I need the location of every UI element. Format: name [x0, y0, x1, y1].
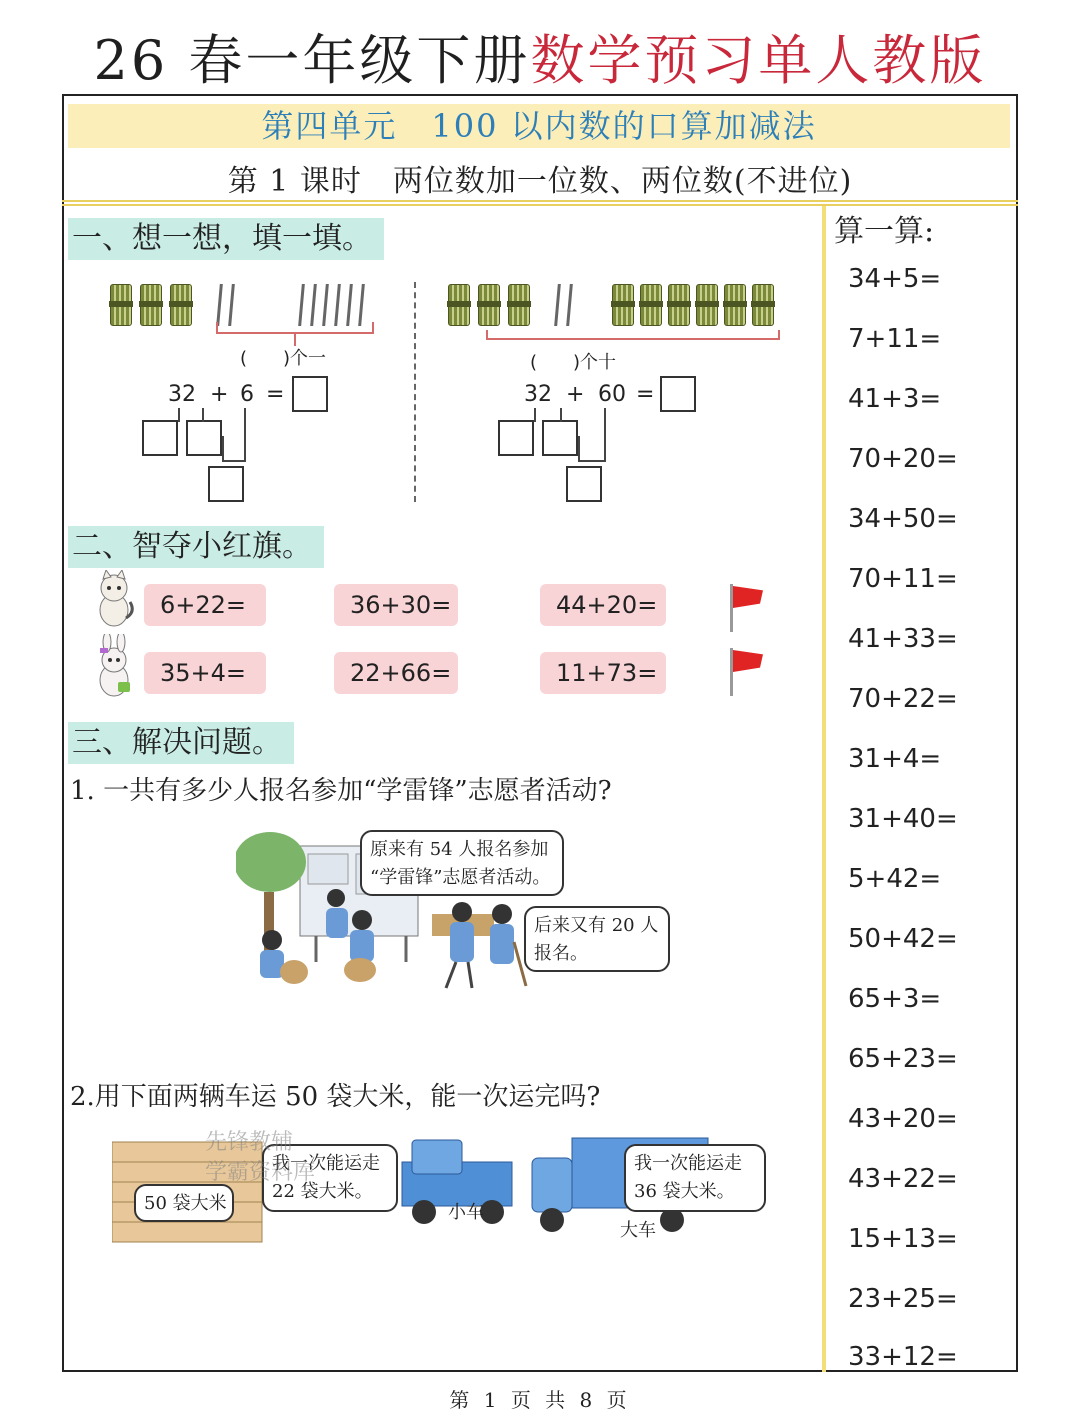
small-truck-label: 小车: [448, 1202, 484, 1223]
column-divider: [822, 206, 826, 1372]
title-part-2: 数学预习单人教版: [530, 29, 987, 92]
expr-a: 32: [524, 382, 552, 407]
cat-icon: [92, 570, 136, 630]
calc-item: 43+20=: [848, 1104, 958, 1134]
calc-item: 41+33=: [848, 624, 958, 654]
unit-label-tens: ( )个十: [530, 352, 617, 373]
expr-op: +: [566, 382, 585, 407]
speech-bubble-2: 后来又有 20 人 报名。: [524, 906, 670, 972]
sum-box[interactable]: [208, 466, 244, 502]
split-box-ones[interactable]: [186, 420, 222, 456]
page-title: [0, 18, 1080, 95]
calc-item: 31+40=: [848, 804, 958, 834]
divider: [62, 200, 1018, 202]
title-part-1: 26 春一年级下册: [93, 29, 531, 92]
calc-heading: 算一算:: [834, 214, 935, 249]
rice-label: 50 袋大米: [134, 1184, 234, 1222]
calc-item: 50+42=: [848, 924, 958, 954]
answer-box[interactable]: [660, 376, 696, 412]
calc-item: 70+22=: [848, 684, 958, 714]
split-box-tens[interactable]: [142, 420, 178, 456]
expr-b: 6: [240, 382, 254, 407]
split-box-tens[interactable]: [498, 420, 534, 456]
section-1-label: 一、想一想，填一填。: [68, 218, 384, 260]
quiz-item: 35+4=: [144, 652, 266, 694]
big-truck-bubble: 我一次能运走 36 袋大米。: [624, 1144, 766, 1212]
calc-item: 34+5=: [848, 264, 942, 294]
lesson-title: 第 1 课时 两位数加一位数、两位数(不进位): [227, 164, 853, 199]
quiz-item: 44+20=: [540, 584, 666, 626]
unit-label-ones: ( )个一: [240, 348, 327, 369]
small-truck-bubble: 我一次能运走 22 袋大米。: [262, 1144, 398, 1212]
section-2-label: 二、智夺小红旗。: [68, 526, 324, 568]
calc-item: 31+4=: [848, 744, 942, 774]
rabbit-icon: [92, 634, 136, 698]
calc-item: 5+42=: [848, 864, 942, 894]
quiz-item: 22+66=: [334, 652, 458, 694]
expr-op: +: [210, 382, 229, 407]
question-2: 2.用下面两辆车运 50 袋大米，能一次运完吗?: [70, 1082, 601, 1112]
quiz-item: 36+30=: [334, 584, 458, 626]
watermark: 先锋教辅 学霸资料库: [205, 1130, 316, 1185]
calc-item: 70+11=: [848, 564, 958, 594]
big-truck-label: 大车: [620, 1220, 656, 1241]
calc-item: 23+25=: [848, 1284, 958, 1314]
sum-box[interactable]: [566, 466, 602, 502]
expr-eq: =: [636, 382, 655, 407]
bracket-line: [486, 338, 780, 340]
section-3-label: 三、解决问题。: [68, 722, 294, 764]
calc-item: 41+3=: [848, 384, 942, 414]
expr-b: 60: [598, 382, 626, 407]
calc-item: 70+20=: [848, 444, 958, 474]
calc-item: 34+50=: [848, 504, 958, 534]
quiz-item: 11+73=: [540, 652, 666, 694]
dotted-separator: [414, 282, 416, 502]
expr-a: 32: [168, 382, 196, 407]
speech-bubble-1: 原来有 54 人报名参加 “学雷锋”志愿者活动。: [360, 830, 564, 896]
quiz-item: 6+22=: [144, 584, 266, 626]
split-box-ones[interactable]: [542, 420, 578, 456]
unit-title: 第四单元 100 以内数的口算加减法: [68, 104, 1010, 148]
question-1: 1. 一共有多少人报名参加“学雷锋”志愿者活动?: [70, 776, 612, 806]
expr-eq: =: [266, 382, 285, 407]
calc-item: 65+3=: [848, 984, 942, 1014]
calc-item: 33+12=: [848, 1342, 958, 1372]
calc-item: 15+13=: [848, 1224, 958, 1254]
answer-box[interactable]: [292, 376, 328, 412]
calc-item: 65+23=: [848, 1044, 958, 1074]
calc-item: 7+11=: [848, 324, 942, 354]
page-footer: 第 1 页 共 8 页: [449, 1388, 631, 1412]
calc-item: 43+22=: [848, 1164, 958, 1194]
